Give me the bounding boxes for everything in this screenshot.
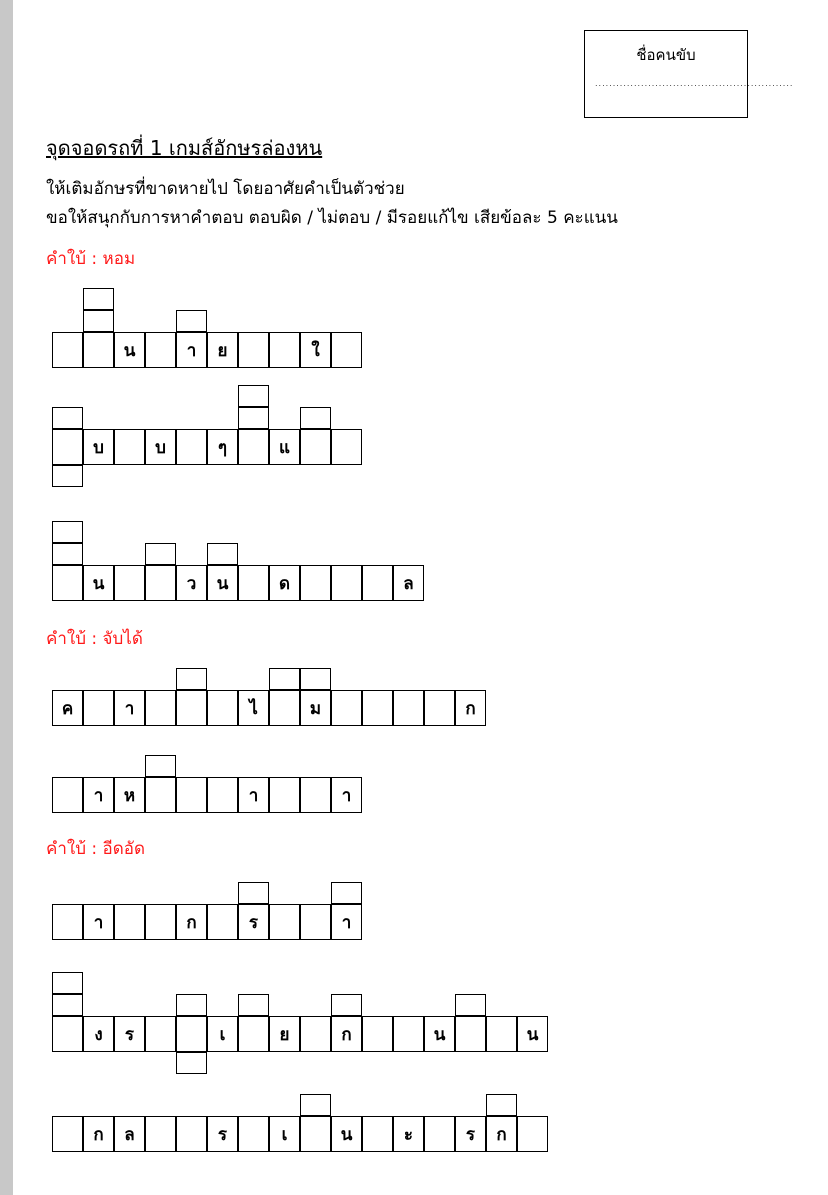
letter-cell[interactable] [52,429,83,465]
letter-cell: น [83,565,114,601]
letter-cell: า [83,904,114,940]
letter-cell[interactable] [145,904,176,940]
letter-cell[interactable] [176,690,207,726]
letter-cell[interactable] [176,1016,207,1052]
vowel-slot-above[interactable] [176,668,207,690]
letter-cell: า [114,690,145,726]
letter-cell: ไ [238,690,269,726]
vowel-slot-above[interactable] [52,543,83,565]
letter-cell[interactable] [83,690,114,726]
page-edge [0,0,13,1195]
page-title: จุดจอดรถที่ 1 เกมส์อักษรล่องหน [46,136,323,160]
instruction-line-1: ให้เติมอักษรที่ขาดหายไป โดยอาศัยคำเป็นตัวช่วย [46,179,405,199]
letter-cell[interactable] [176,429,207,465]
letter-cell: ร [238,904,269,940]
letter-cell[interactable] [52,1116,83,1152]
letter-cell: ย [207,332,238,368]
letter-cell: ค [52,690,83,726]
vowel-slot-above[interactable] [176,310,207,332]
hint-1: คำใบ้ : หอม [46,249,136,269]
letter-cell[interactable] [517,1116,548,1152]
letter-cell: ร [114,1016,145,1052]
letter-cell[interactable] [269,777,300,813]
letter-cell: ก [455,690,486,726]
vowel-slot-below[interactable] [176,1052,207,1074]
letter-cell: ง [83,1016,114,1052]
letter-cell[interactable] [331,332,362,368]
letter-cell: น [331,1116,362,1152]
vowel-slot-above[interactable] [145,755,176,777]
letter-cell: เ [207,1016,238,1052]
letter-cell: ว [176,565,207,601]
vowel-slot-above[interactable] [176,994,207,1016]
letter-cell[interactable] [300,1116,331,1152]
letter-cell[interactable] [145,565,176,601]
letter-cell[interactable] [52,332,83,368]
letter-cell[interactable] [145,1016,176,1052]
vowel-slot-above[interactable] [145,543,176,565]
letter-cell: า [176,332,207,368]
letter-cell[interactable] [145,332,176,368]
letter-cell[interactable] [300,1016,331,1052]
instruction-line-2: ขอให้สนุกกับการหาคำตอบ ตอบผิด / ไม่ตอบ / มีรอยแก้ไข เสียข้อละ 5 คะแนน [46,208,618,228]
letter-cell[interactable] [300,904,331,940]
driver-name-field[interactable]: ........................................................ [595,79,794,88]
letter-cell: ล [393,565,424,601]
letter-cell[interactable] [83,332,114,368]
letter-cell: ก [176,904,207,940]
letter-cell[interactable] [145,690,176,726]
letter-cell: น [517,1016,548,1052]
vowel-slot-below[interactable] [52,465,83,487]
letter-cell[interactable] [362,565,393,601]
letter-cell: ร [455,1116,486,1152]
letter-cell[interactable] [362,690,393,726]
vowel-slot-above[interactable] [52,972,83,994]
letter-cell[interactable] [393,690,424,726]
vowel-slot-above[interactable] [83,310,114,332]
letter-cell[interactable] [238,429,269,465]
letter-cell[interactable] [424,690,455,726]
letter-cell: น [424,1016,455,1052]
letter-cell: า [83,777,114,813]
vowel-slot-above[interactable] [52,994,83,1016]
letter-cell: ร [207,1116,238,1152]
letter-cell[interactable] [176,1116,207,1152]
hint-2: คำใบ้ : จับได้ [46,629,143,649]
letter-cell[interactable] [114,565,145,601]
letter-cell[interactable] [269,332,300,368]
letter-cell[interactable] [238,565,269,601]
letter-cell: า [331,777,362,813]
letter-cell: แ [269,429,300,465]
letter-cell[interactable] [114,429,145,465]
letter-cell[interactable] [207,690,238,726]
vowel-slot-above[interactable] [238,385,269,407]
letter-cell: ก [331,1016,362,1052]
letter-cell: า [238,777,269,813]
letter-cell: บ [83,429,114,465]
vowel-slot-above[interactable] [331,882,362,904]
letter-cell: ๆ [207,429,238,465]
letter-cell[interactable] [238,332,269,368]
letter-cell[interactable] [331,429,362,465]
letter-cell[interactable] [52,777,83,813]
letter-cell[interactable] [176,777,207,813]
letter-cell[interactable] [238,1016,269,1052]
vowel-slot-above[interactable] [455,994,486,1016]
letter-cell[interactable] [455,1016,486,1052]
letter-cell[interactable] [393,1016,424,1052]
letter-cell: บ [145,429,176,465]
letter-cell: ย [269,1016,300,1052]
letter-cell[interactable] [486,1016,517,1052]
letter-cell: น [207,565,238,601]
hint-3: คำใบ้ : อีดอัด [46,839,146,859]
letter-cell[interactable] [238,1116,269,1152]
letter-cell: ก [83,1116,114,1152]
letter-cell[interactable] [52,904,83,940]
letter-cell: ก [486,1116,517,1152]
letter-cell[interactable] [52,565,83,601]
letter-cell: ใ [300,332,331,368]
letter-cell[interactable] [52,1016,83,1052]
vowel-slot-above[interactable] [300,1094,331,1116]
vowel-slot-above[interactable] [83,288,114,310]
vowel-slot-above[interactable] [300,407,331,429]
vowel-slot-above[interactable] [238,994,269,1016]
vowel-slot-above[interactable] [300,668,331,690]
driver-name-label: ชื่อคนขับ [636,46,696,64]
letter-cell[interactable] [331,565,362,601]
vowel-slot-above[interactable] [486,1094,517,1116]
letter-cell[interactable] [269,904,300,940]
driver-name-box [584,30,794,118]
letter-cell[interactable] [300,777,331,813]
letter-cell: เ [269,1116,300,1152]
letter-cell[interactable] [331,690,362,726]
letter-cell[interactable] [207,777,238,813]
letter-cell[interactable] [145,1116,176,1152]
letter-cell: า [331,904,362,940]
vowel-slot-above[interactable] [238,407,269,429]
vowel-slot-above[interactable] [52,521,83,543]
vowel-slot-above[interactable] [269,668,300,690]
letter-cell: ะ [393,1116,424,1152]
vowel-slot-above[interactable] [207,543,238,565]
letter-cell[interactable] [269,690,300,726]
letter-cell: ห [114,777,145,813]
vowel-slot-above[interactable] [238,882,269,904]
vowel-slot-above[interactable] [52,407,83,429]
letter-cell[interactable] [362,1116,393,1152]
letter-cell[interactable] [300,429,331,465]
letter-cell: น [114,332,145,368]
letter-cell[interactable] [114,904,145,940]
letter-cell[interactable] [300,565,331,601]
letter-cell[interactable] [145,777,176,813]
letter-cell[interactable] [424,1116,455,1152]
vowel-slot-above[interactable] [331,994,362,1016]
letter-cell: ด [269,565,300,601]
letter-cell[interactable] [362,1016,393,1052]
letter-cell: ล [114,1116,145,1152]
letter-cell: ม [300,690,331,726]
letter-cell[interactable] [207,904,238,940]
